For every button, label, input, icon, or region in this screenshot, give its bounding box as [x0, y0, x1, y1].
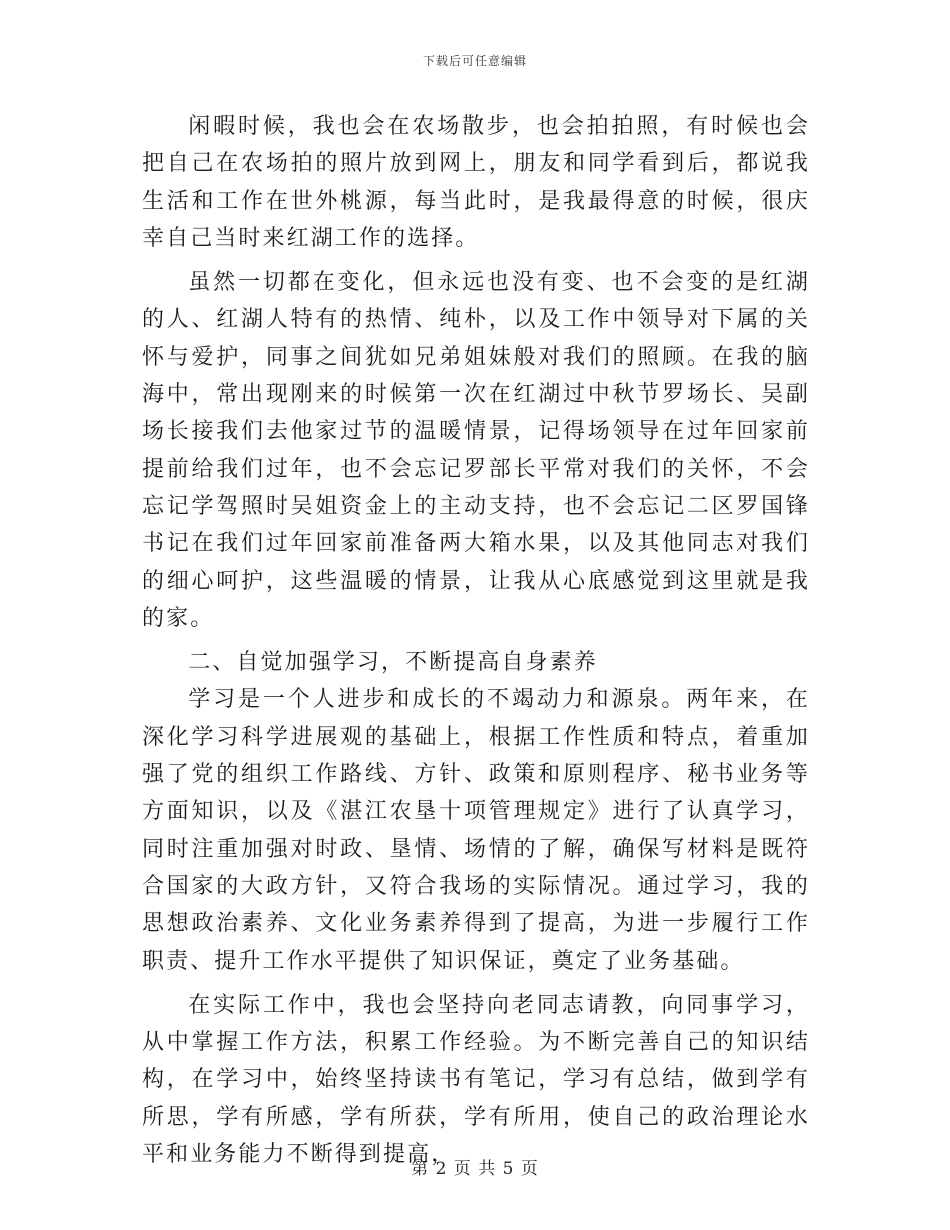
paragraph: 在实际工作中，我也会坚持向老同志请教，向同事学习，从中掌握工作方法，积累工作经验。为不断完善自己的知识结构，在学习中，始终坚持读书有笔记，学习有总结，做到学有所思，学有所感，学有所获，学有所用，使自己的政治理论水平和业务能力不断得到提高， [142, 992, 810, 1168]
page-header: 下载后可任意编辑 [422, 54, 527, 68]
section-heading: 二、自觉加强学习，不断提高自身素养 [188, 650, 598, 676]
paragraph: 学习是一个人进步和成长的不竭动力和源泉。两年来，在深化学习科学进展观的基础上，根据工作性质和特点，着重加强了党的组织工作路线、方针、政策和原则程序、秘书业务等方面知识，以及《湛江农垦十项管理规定》进行了认真学习，同时注重加强对时政、垦情、场情的了解，确保写材料是既符合国家的大政方针，又符合我场的实际情况。通过学习，我的思想政治素养、文化业务素养得到了提高，为进一步履行工作职责、提升工作水平提供了知识保证，奠定了业务基础。 [142, 687, 810, 974]
page-number-footer: 第 2 页 共 5 页 [411, 1159, 539, 1179]
document-body [142, 108, 810, 1180]
paragraph: 虽然一切都在变化，但永远也没有变、也不会变的是红湖的人、红湖人特有的热情、纯朴，以及工作中领导对下属的关怀与爱护，同事之间犹如兄弟姐妹般对我们的照顾。在我的脑海中，常出现刚来的时候第一次在红湖过中秋节罗场长、吴副场长接我们去他家过节的温暖情景，记得场领导在过年回家前提前给我们过年，也不会忘记罗部长平常对我们的关怀，不会忘记学驾照时吴姐资金上的主动支持，也不会忘记二区罗国锋书记在我们过年回家前准备两大箱水果，以及其他同志对我们的细心呵护，这些温暖的情景，让我从心底感觉到这里就是我的家。 [142, 270, 810, 631]
paragraph: 闲暇时候，我也会在农场散步，也会拍拍照，有时候也会把自己在农场拍的照片放到网上，朋友和同学看到后，都说我生活和工作在世外桃源，每当此时，是我最得意的时候，很庆幸自己当时来红湖工作的选择。 [142, 114, 810, 251]
